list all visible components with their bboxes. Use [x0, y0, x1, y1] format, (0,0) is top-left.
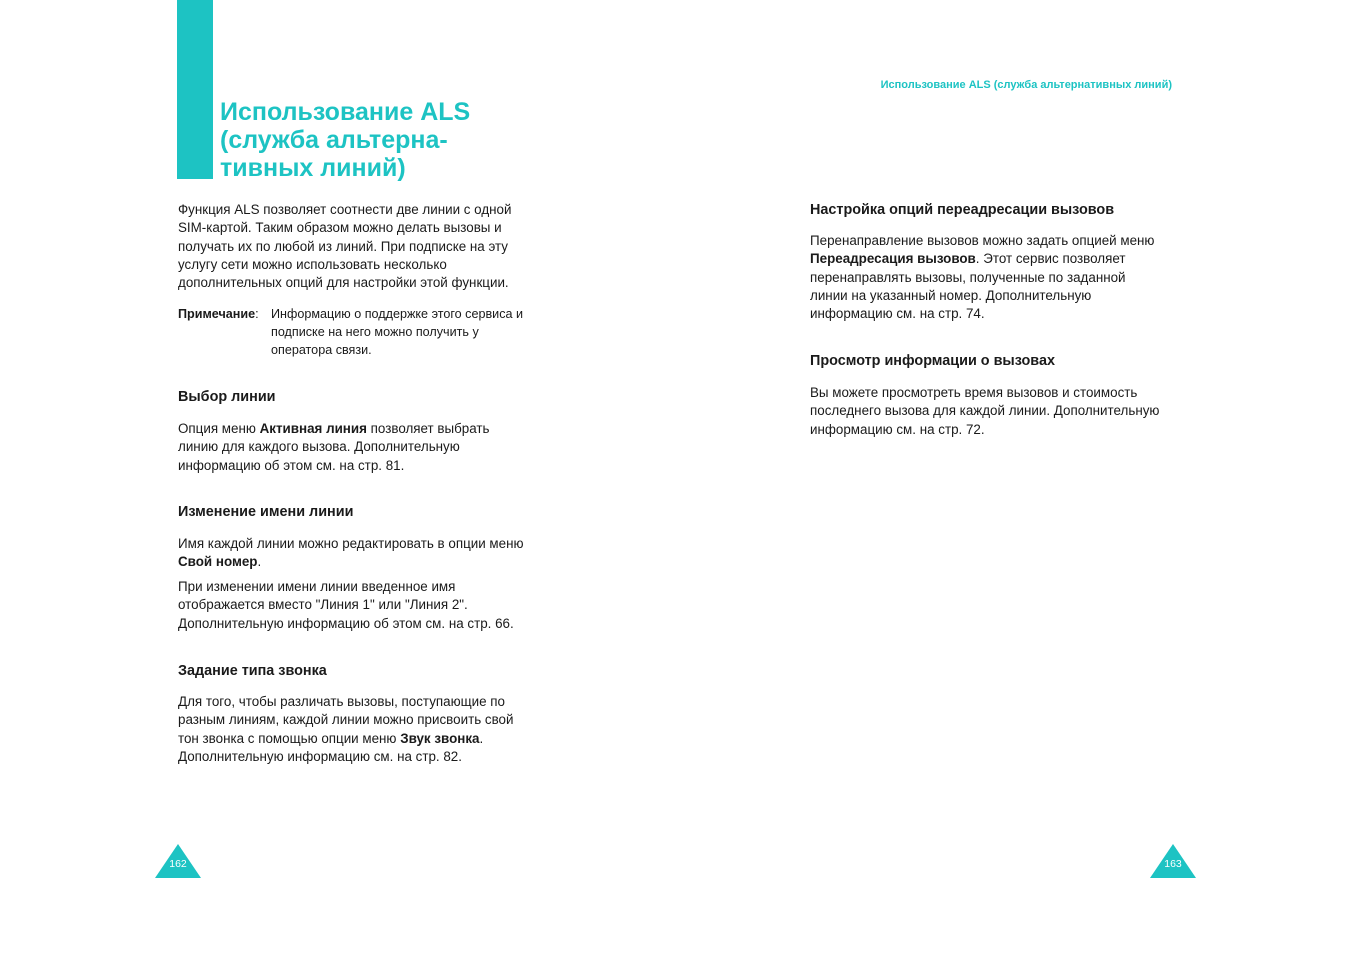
note-label: Примечание: [178, 307, 259, 321]
chapter-title-line: Использование ALS [220, 98, 471, 126]
call-info-paragraph: Вы можете просмотреть время вызовов и стоимость последнего вызова для каждой линии. Дополнительную информацию см. на стр. 72. [810, 385, 1160, 437]
intro-paragraph: Функция ALS позволяет соотнести две линии с одной SIM-картой. Таким образом можно делать вызовы и получать их по любой из линий. При подписке на эту услугу сети можно использовать несколько дополнительных опций для настройки этой функции. [178, 202, 512, 291]
menu-option-active-line: Активная линия [259, 421, 367, 436]
page-number-right: 163 [1150, 844, 1196, 878]
section-heading-line-select: Выбор линии [178, 389, 276, 405]
section-heading-line-rename: Изменение имени линии [178, 504, 354, 520]
line-select-paragraph: Опция меню Активная линия позволяет выбрать линию для каждого вызова. Дополнительную информацию об этом см. на стр. 81. [178, 421, 490, 473]
forwarding-paragraph: Перенаправление вызовов можно задать опцией меню Переадресация вызовов. Этот сервис позволяет перенаправлять вызовы, полученные по заданной линии на указанный номер. Дополнительную информацию см. на стр. 74. [810, 233, 1155, 322]
section-heading-forwarding: Настройка опций переадресации вызовов [810, 202, 1115, 218]
menu-option-ringtone: Звук звонка [400, 730, 480, 746]
page-number-left: 162 [155, 844, 201, 878]
line-rename-paragraph-1: Имя каждой линии можно редактировать в опции меню Свой номер. [178, 536, 524, 570]
line-rename-paragraph-2: При изменении имени линии введенное имя отображается вместо "Линия 1" или "Линия 2". Дополнительную информацию об этом см. на стр. 66. [178, 579, 514, 631]
menu-option-own-number: Свой номер [178, 554, 258, 570]
menu-option-call-forwarding: Переадресация вызовов [810, 251, 976, 267]
ring-type-paragraph: Для того, чтобы различать вызовы, поступающие по разным линиям, каждой линии можно присвоить свой тон звонка с помощью опции меню Звук звонка. Дополнительную информацию см. на стр. 82. [178, 694, 514, 764]
chapter-title [220, 98, 550, 182]
note-text: Информацию о поддержке этого сервиса и подписке на него можно получить у оператора связи. [271, 307, 524, 357]
running-header: Использование ALS (служба альтернативных линий) [880, 79, 1172, 91]
section-heading-call-info: Просмотр информации о вызовах [810, 353, 1055, 369]
chapter-title-line: тивных линий) [220, 154, 406, 182]
section-heading-ring-type: Задание типа звонка [178, 663, 327, 679]
chapter-title-line: (служба альтерна- [220, 126, 448, 154]
chapter-accent-bar [177, 0, 213, 179]
